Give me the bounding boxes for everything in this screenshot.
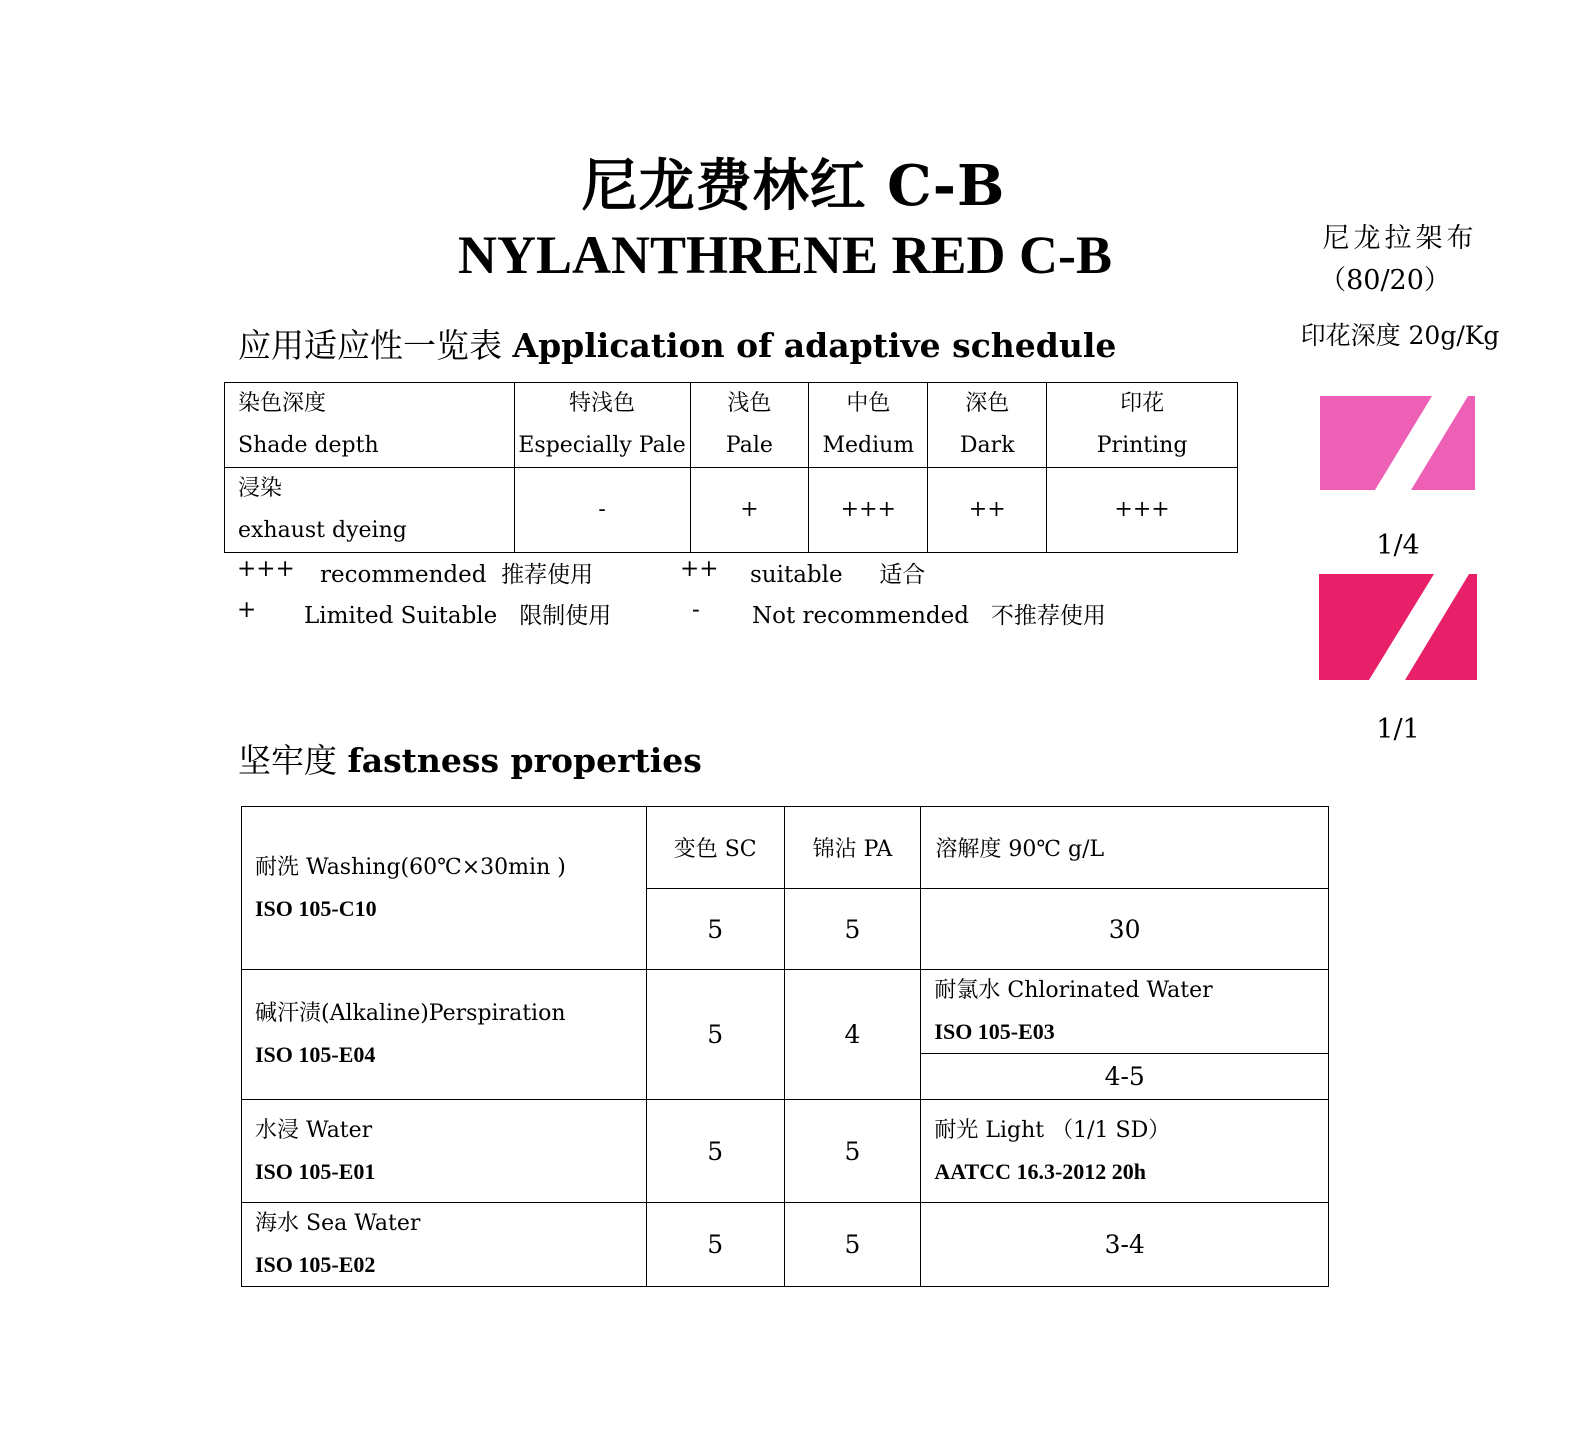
print-depth: 印花深度 20g/Kg [1300, 321, 1500, 350]
col-medium: 中色 Medium [809, 383, 928, 468]
fabric-ratio: （80/20） [1319, 265, 1451, 296]
washing-sc: 5 [646, 889, 784, 970]
header-solubility: 溶解度 90℃ g/L [921, 807, 1329, 889]
water-row [242, 1100, 1329, 1203]
legend-recommended-text: recommended 推荐使用 [320, 562, 594, 588]
water-cell [242, 1100, 647, 1203]
water-sc: 5 [646, 1100, 784, 1203]
light-cell [921, 1100, 1329, 1203]
perspiration-cell [242, 970, 647, 1100]
sea-water-pa: 5 [784, 1203, 921, 1287]
solubility-value: 30 [921, 889, 1329, 970]
col-especially-pale: 特浅色 Especially Pale [514, 383, 690, 468]
chlorinated-value: 4-5 [921, 1054, 1329, 1100]
col-shade-depth: 染色深度 Shade depth [225, 383, 515, 468]
washing-standard: ISO 105-C10 [255, 895, 377, 921]
perspiration-pa: 4 [784, 970, 921, 1100]
title-chinese: 尼龙费林红 C-B [581, 153, 1006, 219]
water-standard: ISO 105-E01 [255, 1158, 376, 1184]
fastness-heading [238, 735, 702, 782]
legend-limited-text: Limited Suitable 限制使用 [304, 603, 612, 629]
sea-water-cell [242, 1203, 647, 1287]
chlorinated-standard: ISO 105-E03 [934, 1019, 1055, 1044]
sea-water-sc: 5 [646, 1203, 784, 1287]
perspiration-standard: ISO 105-E04 [255, 1042, 376, 1067]
swatch-1-4 [1320, 396, 1475, 490]
fastness-header-row [242, 807, 1329, 889]
chlorinated-cell [921, 970, 1329, 1054]
col-pale: 浅色 Pale [690, 383, 809, 468]
value-medium: +++ [809, 468, 928, 553]
value-pale: + [690, 468, 809, 553]
col-printing: 印花 Printing [1047, 383, 1238, 468]
light-value: 3-4 [921, 1203, 1329, 1287]
light-label: 耐光 Light （1/1 SD） [934, 1117, 1171, 1143]
sea-water-label: 海水 Sea Water [255, 1211, 421, 1236]
fastness-heading-en: fastness properties [347, 741, 702, 780]
sea-water-standard: ISO 105-E02 [255, 1252, 376, 1277]
fastness-table [241, 806, 1329, 1287]
legend-suitable: ++ [680, 556, 719, 582]
col-dark: 深色 Dark [928, 383, 1047, 468]
chlorinated-label: 耐氯水 Chlorinated Water [934, 978, 1213, 1003]
legend-not-recommended: - [692, 597, 700, 623]
application-heading-en: Application of adaptive schedule [512, 326, 1117, 365]
water-label: 水浸 Water [255, 1117, 373, 1143]
value-printing: +++ [1047, 468, 1238, 553]
application-heading-cn: 应用适应性一览表 [238, 326, 502, 365]
header-sc: 变色 SC [646, 807, 784, 889]
exhaust-dyeing-row [225, 468, 1238, 553]
legend-recommended: +++ [237, 556, 295, 582]
value-dark: ++ [928, 468, 1047, 553]
application-heading [238, 320, 1116, 367]
application-table [224, 382, 1238, 553]
row-exhaust-dyeing: 浸染 exhaust dyeing [225, 468, 515, 553]
perspiration-row [242, 970, 1329, 1054]
swatch-1-1 [1319, 574, 1477, 680]
washing-cell [242, 807, 647, 970]
water-pa: 5 [784, 1100, 921, 1203]
perspiration-sc: 5 [646, 970, 784, 1100]
perspiration-label: 碱汗渍(Alkaline)Perspiration [255, 1001, 566, 1026]
legend-suitable-text: suitable 适合 [750, 562, 926, 588]
application-header-row [225, 383, 1238, 468]
light-standard: AATCC 16.3-2012 20h [934, 1158, 1147, 1184]
fabric-label: 尼龙拉架布 [1322, 223, 1478, 254]
legend-not-recommended-text: Not recommended 不推荐使用 [752, 603, 1106, 629]
fastness-heading-cn: 坚牢度 [238, 741, 337, 780]
swatch-1-4-label: 1/4 [1376, 530, 1420, 561]
value-especially-pale: - [514, 468, 690, 553]
swatch-1-1-label: 1/1 [1376, 714, 1420, 745]
sea-water-row [242, 1203, 1329, 1287]
title-english: NYLANTHRENE RED C-B [457, 225, 1113, 285]
legend-limited: + [237, 597, 257, 623]
washing-pa: 5 [784, 889, 921, 970]
header-pa: 锦沾 PA [784, 807, 921, 889]
washing-label: 耐洗 Washing(60℃×30min ) [255, 854, 566, 880]
